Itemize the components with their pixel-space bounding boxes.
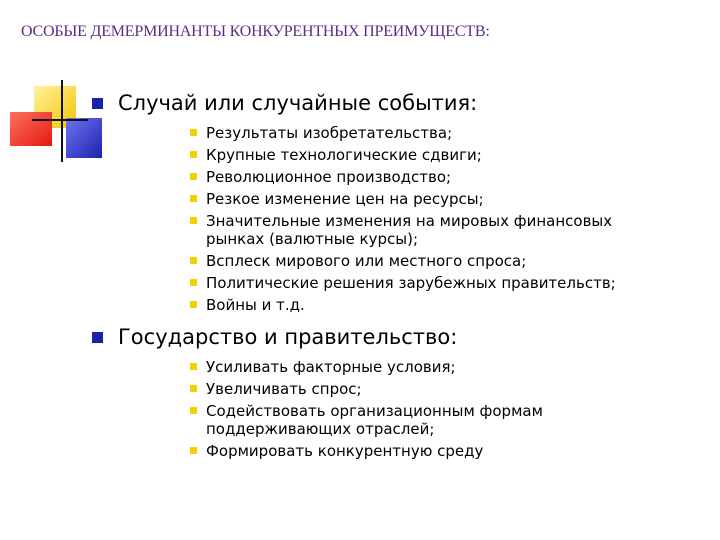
list-item-text: Увеличивать спрос; [206, 380, 362, 398]
slide-content [92, 88, 692, 468]
square-bullet-icon [190, 217, 197, 224]
list-item [190, 296, 660, 314]
square-bullet-icon [190, 363, 197, 370]
list-item-text: Революционное производство; [206, 168, 452, 186]
section-heading-government [92, 322, 692, 352]
list-item [190, 146, 660, 164]
square-bullet-icon [190, 173, 197, 180]
list-item [190, 380, 660, 398]
list-item [190, 212, 660, 248]
list-item [190, 252, 660, 270]
list-item [190, 442, 660, 460]
square-bullet-icon [92, 332, 103, 343]
list-item-text: Войны и т.д. [206, 296, 305, 314]
list-item-text: Крупные технологические сдвиги; [206, 146, 482, 164]
slide-title: ОСОБЫЕ ДЕМЕРМИНАНТЫ КОНКУРЕНТНЫХ ПРЕИМУЩЕСТВ: [21, 23, 490, 40]
list-item [190, 358, 660, 376]
list-item [190, 190, 660, 208]
list-item-text: Формировать конкурентную среду [206, 442, 484, 460]
list-item [190, 274, 660, 292]
list-item-text: Значительные изменения на мировых финансовых рынках (валютные курсы); [206, 212, 613, 248]
chance-items-list [190, 124, 660, 314]
list-item [190, 124, 660, 142]
section-heading-text: Государство и правительство: [118, 325, 458, 349]
square-bullet-icon [190, 447, 197, 454]
list-item-text: Резкое изменение цен на ресурсы; [206, 190, 484, 208]
government-items-list [190, 358, 660, 460]
list-item-text: Всплеск мирового или местного спроса; [206, 252, 527, 270]
list-item [190, 168, 660, 186]
square-bullet-icon [190, 151, 197, 158]
square-bullet-icon [190, 129, 197, 136]
list-item-text: Усиливать факторные условия; [206, 358, 456, 376]
list-item-text: Результаты изобретательства; [206, 124, 453, 142]
deco-red-square [10, 112, 52, 146]
list-item [190, 402, 660, 438]
square-bullet-icon [190, 407, 197, 414]
square-bullet-icon [190, 301, 197, 308]
section-heading-text: Случай или случайные события: [118, 91, 478, 115]
section-heading-chance [92, 88, 692, 118]
square-bullet-icon [190, 257, 197, 264]
square-bullet-icon [190, 385, 197, 392]
square-bullet-icon [190, 195, 197, 202]
list-item-text: Политические решения зарубежных правительств; [206, 274, 616, 292]
list-item-text: Содействовать организационным формам поддерживающих отраслей; [206, 402, 543, 438]
square-bullet-icon [190, 279, 197, 286]
square-bullet-icon [92, 98, 103, 109]
